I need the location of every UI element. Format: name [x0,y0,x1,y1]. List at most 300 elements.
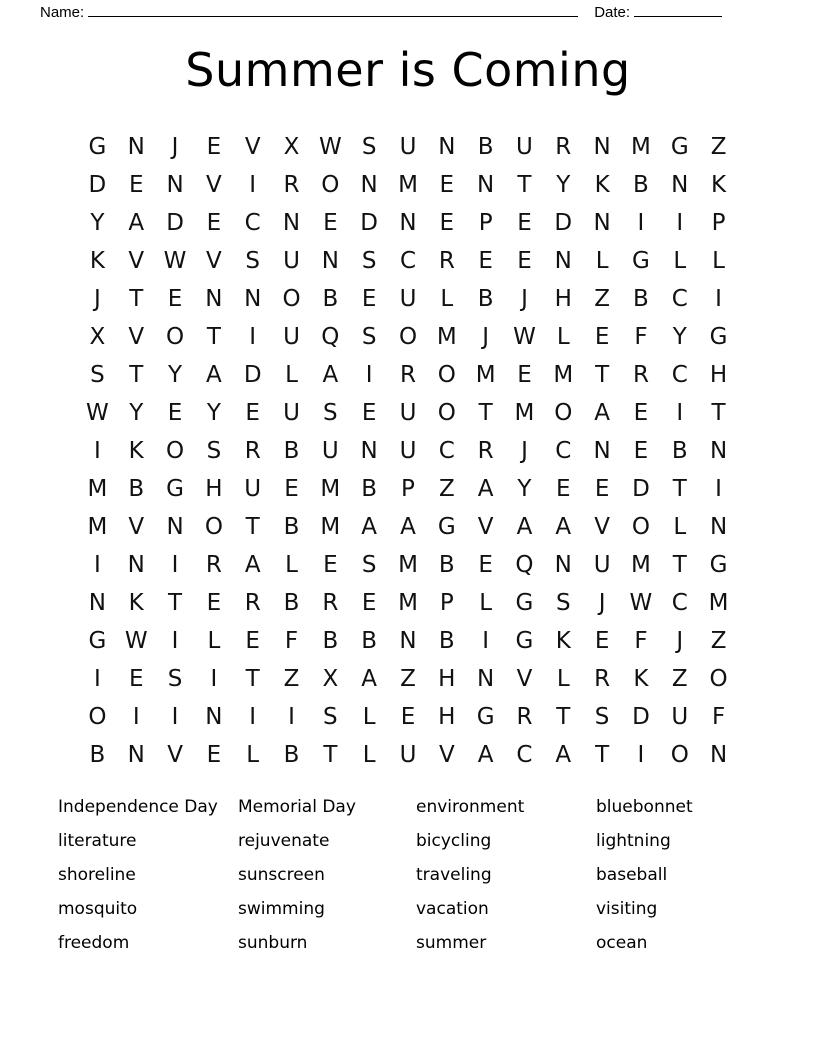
grid-cell: N [593,438,611,464]
date-write-line[interactable] [634,16,722,17]
grid-cell: A [400,514,416,540]
grid-cell: O [709,666,728,692]
grid-cell: V [477,514,494,540]
grid-cell: M [553,362,574,388]
grid-cell: M [320,476,341,502]
grid-cell: E [167,400,183,426]
grid-cell: M [514,400,535,426]
grid-cell: A [361,666,378,692]
grid-cell: J [482,324,490,350]
grid-cell: J [521,286,528,312]
grid-cell: L [712,248,725,274]
grid-cell: B [322,286,339,312]
grid-cell: M [87,476,108,502]
grid-cell: E [633,438,649,464]
grid-cell: N [399,210,417,236]
grid-cell: W [163,248,187,274]
word-list-item: baseball [596,865,668,885]
grid-cell: V [128,514,145,540]
grid-cell: U [671,704,689,730]
grid-cell: U [593,552,611,578]
grid-cell: G [515,590,534,616]
grid-cell: M [320,514,341,540]
grid-cell: M [631,552,651,578]
grid-cell: I [365,362,373,388]
word-list-item: sunscreen [238,865,325,885]
grid-cell: Z [594,286,610,312]
grid-cell: R [594,666,611,692]
grid-cell: E [439,172,455,198]
grid-cell: J [171,134,179,160]
grid-cell: N [127,552,145,578]
grid-cell: O [398,324,418,350]
grid-cell: X [89,324,106,350]
grid-cell: N [593,210,611,236]
grid-cell: G [670,134,689,160]
word-search-grid [78,135,738,767]
grid-cell: B [89,742,106,768]
grid-cell: I [210,666,218,692]
name-label: Name: [40,4,85,21]
grid-cell: C [671,286,688,312]
grid-cell: V [206,248,222,274]
grid-cell: V [206,172,222,198]
grid-cell: R [632,362,649,388]
grid-cell: E [206,134,222,160]
grid-cell: N [88,590,107,616]
grid-cell: N [205,704,223,730]
grid-cell: I [288,704,295,730]
grid-cell: Y [129,400,144,426]
grid-cell: G [632,248,650,274]
grid-cell: X [283,134,300,160]
word-list-item: traveling [416,865,492,885]
grid-cell: I [249,704,257,730]
grid-cell: B [283,514,300,540]
grid-cell: I [171,552,179,578]
grid-cell: U [283,400,300,426]
grid-cell: R [283,172,300,198]
grid-cell: T [672,476,687,502]
grid-cell: E [128,666,144,692]
grid-cell: P [711,210,726,236]
word-list-item: rejuvenate [238,831,330,851]
grid-cell: E [206,742,222,768]
grid-cell: N [127,134,145,160]
grid-cell: I [715,476,722,502]
grid-cell: I [94,438,101,464]
word-list-item: vacation [416,899,489,919]
grid-cell: T [245,514,260,540]
grid-cell: X [322,666,339,692]
grid-cell: W [513,324,536,350]
grid-cell: K [128,438,144,464]
grid-cell: N [205,286,223,312]
grid-cell: L [673,248,687,274]
grid-cell: E [633,400,649,426]
grid-cell: E [284,476,299,502]
grid-cell: O [166,324,185,350]
grid-cell: O [204,514,223,540]
grid-cell: G [709,324,728,350]
word-list-item: bicycling [416,831,492,851]
grid-cell: D [632,476,650,502]
grid-cell: L [556,324,570,350]
word-list-item: ocean [596,933,648,953]
grid-cell: T [556,704,571,730]
grid-cell: O [282,286,301,312]
grid-cell: T [517,172,532,198]
grid-cell: W [86,400,109,426]
grid-cell: N [438,134,456,160]
grid-cell: B [283,742,300,768]
grid-cell: M [398,172,418,198]
grid-cell: C [244,210,261,236]
grid-cell: N [477,666,495,692]
grid-cell: E [517,248,532,274]
grid-cell: A [594,400,610,426]
grid-cell: L [595,248,609,274]
grid-cell: F [711,704,726,730]
grid-cell: B [633,286,649,312]
grid-cell: P [401,476,415,502]
grid-cell: G [88,134,107,160]
grid-cell: T [478,400,493,426]
grid-cell: T [595,742,610,768]
grid-cell: H [438,704,456,730]
grid-cell: H [438,666,456,692]
grid-cell: N [554,248,572,274]
grid-cell: Y [556,172,571,198]
grid-cell: G [476,704,495,730]
grid-cell: L [285,552,298,578]
grid-cell: R [244,438,261,464]
grid-cell: D [632,704,650,730]
grid-cell: K [555,628,571,654]
grid-cell: E [556,476,571,502]
grid-cell: T [129,286,144,312]
grid-cell: E [594,476,610,502]
word-list-item: mosquito [58,899,138,919]
grid-cell: A [206,362,222,388]
grid-cell: B [322,628,339,654]
grid-cell: I [482,628,490,654]
grid-cell: T [711,400,726,426]
grid-cell: P [439,590,454,616]
word-list [58,797,758,953]
grid-cell: U [321,438,339,464]
grid-cell: N [554,552,572,578]
grid-cell: N [477,172,495,198]
grid-cell: A [555,742,572,768]
grid-cell: N [244,286,262,312]
date-label: Date: [594,4,631,21]
page-title: Summer is Coming [185,43,631,97]
grid-cell: H [554,286,572,312]
grid-cell: B [477,286,494,312]
grid-cell: L [285,362,298,388]
grid-cell: S [167,666,183,692]
grid-cell: E [206,590,222,616]
grid-cell: L [479,590,493,616]
grid-cell: V [594,514,610,540]
word-list-item: swimming [238,899,325,919]
grid-cell: L [556,666,570,692]
grid-cell: I [637,742,645,768]
grid-cell: O [437,362,456,388]
grid-cell: E [323,210,338,236]
grid-cell: Y [168,362,183,388]
grid-cell: U [516,134,533,160]
grid-cell: S [594,704,610,730]
grid-cell: V [244,134,261,160]
grid-cell: R [205,552,222,578]
grid-cell: O [631,514,650,540]
grid-cell: Z [283,666,300,692]
grid-cell: E [323,552,338,578]
word-list-item: literature [58,831,137,851]
word-list-item: summer [416,933,487,953]
grid-cell: W [124,628,148,654]
grid-cell: H [205,476,223,502]
grid-cell: Z [710,134,727,160]
grid-cell: N [360,438,378,464]
grid-cell: B [128,476,145,502]
grid-cell: A [477,742,494,768]
grid-cell: E [167,286,183,312]
grid-cell: A [322,362,339,388]
word-list-item: bluebonnet [596,797,693,817]
word-list-item: shoreline [58,865,136,885]
grid-cell: K [594,172,610,198]
grid-cell: S [361,552,377,578]
grid-cell: N [671,172,689,198]
grid-cell: L [440,286,454,312]
grid-cell: T [206,324,221,350]
grid-cell: V [438,742,455,768]
grid-cell: U [283,248,300,274]
grid-cell: S [361,324,377,350]
grid-cell: A [128,210,145,236]
grid-cell: Z [671,666,688,692]
grid-cell: R [400,362,416,388]
grid-cell: D [88,172,107,198]
grid-cell: S [323,400,338,426]
name-write-line[interactable] [88,16,578,17]
grid-cell: L [207,628,221,654]
grid-cell: E [245,400,260,426]
grid-cell: E [594,628,610,654]
grid-cell: N [166,514,184,540]
grid-cell: B [361,628,378,654]
grid-cell: M [436,324,457,350]
grid-cell: G [709,552,728,578]
grid-cell: D [554,210,573,236]
grid-cell: A [516,514,533,540]
grid-cell: U [399,742,417,768]
grid-cell: Y [90,210,105,236]
grid-cell: E [400,704,416,730]
grid-cell: U [244,476,262,502]
grid-cell: O [554,400,573,426]
grid-cell: M [87,514,108,540]
grid-cell: W [318,134,342,160]
grid-cell: L [673,514,687,540]
grid-cell: U [283,324,300,350]
grid-cell: D [243,362,262,388]
grid-cell: Q [321,324,340,350]
grid-cell: U [399,286,417,312]
word-list-item: Independence Day [58,797,218,817]
grid-cell: I [171,704,179,730]
grid-cell: U [399,134,417,160]
word-list-item: lightning [596,831,671,851]
grid-cell: G [88,628,107,654]
grid-cell: U [399,400,417,426]
grid-cell: F [284,628,299,654]
grid-cell: N [166,172,184,198]
grid-cell: H [709,362,728,388]
header [40,0,776,21]
grid-cell: J [521,438,528,464]
grid-cell: U [399,438,417,464]
word-list-item: environment [416,797,525,817]
grid-cell: G [515,628,534,654]
grid-cell: N [399,628,417,654]
grid-cell: Y [206,400,221,426]
grid-cell: S [361,134,377,160]
grid-cell: N [321,248,339,274]
grid-cell: E [206,210,222,236]
grid-cell: S [555,590,571,616]
grid-cell: E [361,590,377,616]
grid-cell: C [671,362,688,388]
grid-cell: M [398,552,418,578]
grid-cell: T [129,362,144,388]
grid-cell: C [555,438,572,464]
grid-cell: S [245,248,260,274]
grid-cell: B [283,438,300,464]
grid-cell: V [167,742,183,768]
grid-cell: E [439,210,455,236]
grid-cell: J [598,590,606,616]
grid-cell: F [634,324,648,350]
grid-cell: C [671,590,688,616]
grid-cell: V [516,666,533,692]
grid-cell: N [282,210,301,236]
grid-cell: I [132,704,140,730]
grid-cell: V [128,324,145,350]
grid-cell: F [634,628,648,654]
grid-cell: L [246,742,260,768]
grid-cell: R [322,590,339,616]
grid-cell: I [249,172,257,198]
grid-cell: N [593,134,611,160]
grid-cell: E [128,172,144,198]
grid-cell: K [89,248,105,274]
grid-cell: C [516,742,533,768]
grid-cell: E [478,552,493,578]
grid-cell: T [672,552,687,578]
grid-cell: D [360,210,379,236]
word-list-item: freedom [58,933,130,953]
grid-cell: B [477,134,494,160]
grid-cell: K [633,666,649,692]
grid-cell: J [676,628,684,654]
grid-cell: E [361,286,377,312]
grid-cell: Y [517,476,532,502]
grid-cell: E [594,324,610,350]
grid-cell: Y [672,324,687,350]
grid-cell: N [709,742,728,768]
grid-cell: T [168,590,183,616]
grid-cell: O [88,704,107,730]
grid-cell: R [477,438,494,464]
grid-cell: C [399,248,417,274]
grid-cell: Q [515,552,534,578]
grid-cell: L [362,704,376,730]
grid-cell: S [206,438,222,464]
grid-cell: N [709,438,728,464]
grid-cell: A [477,476,494,502]
grid-cell: R [438,248,455,274]
grid-cell: N [709,514,728,540]
grid-cell: B [361,476,378,502]
word-list-item: visiting [596,899,658,919]
grid-cell: S [323,704,338,730]
grid-cell: E [361,400,377,426]
grid-cell: I [676,400,684,426]
grid-cell: N [127,742,145,768]
grid-cell: Z [710,628,727,654]
grid-cell: T [323,742,338,768]
grid-cell: N [360,172,378,198]
grid-cell: J [94,286,101,312]
grid-cell: E [245,628,260,654]
grid-cell: M [398,590,418,616]
grid-cell: B [283,590,300,616]
grid-cell: M [475,362,496,388]
grid-cell: O [166,438,185,464]
grid-cell: B [633,172,649,198]
grid-cell: E [478,248,493,274]
grid-cell: A [361,514,378,540]
grid-cell: O [437,400,456,426]
grid-cell: D [166,210,184,236]
grid-cell: E [517,210,532,236]
grid-cell: S [361,248,377,274]
grid-cell: Z [400,666,416,692]
grid-cell: R [244,590,261,616]
grid-cell: S [90,362,105,388]
word-list-item: Memorial Day [238,797,356,817]
grid-cell: E [517,362,532,388]
grid-cell: C [438,438,455,464]
grid-cell: I [249,324,257,350]
grid-cell: G [166,476,184,502]
grid-cell: A [244,552,261,578]
grid-cell: O [670,742,689,768]
grid-cell: I [637,210,645,236]
grid-cell: M [708,590,729,616]
grid-cell: M [631,134,651,160]
grid-cell: T [595,362,610,388]
grid-cell: R [555,134,572,160]
word-list-item: sunburn [238,933,308,953]
grid-cell: G [437,514,456,540]
grid-cell: A [555,514,572,540]
grid-cell: B [671,438,688,464]
